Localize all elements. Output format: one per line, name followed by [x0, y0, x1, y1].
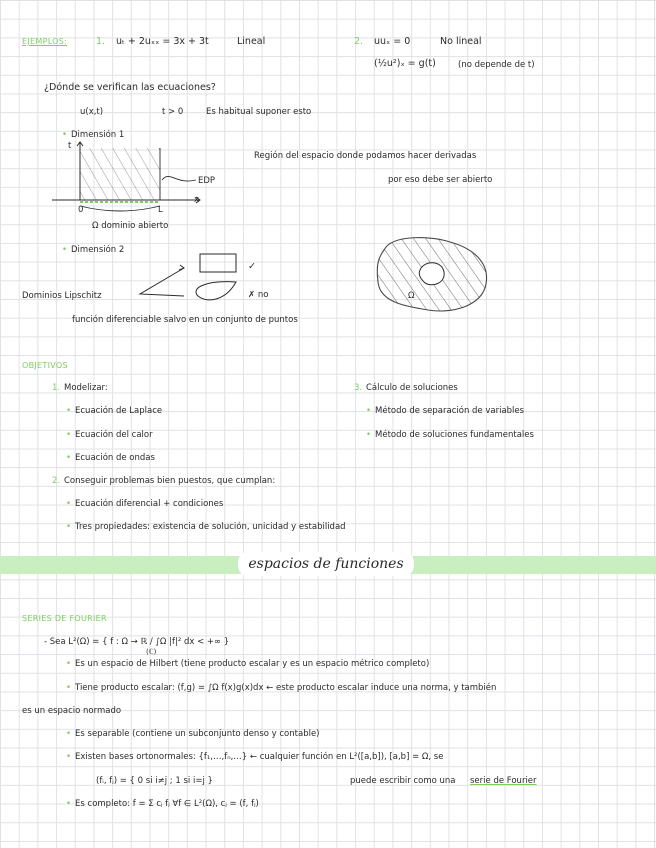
habitual-text: Es habitual suponer esto	[206, 107, 312, 117]
objetivo-3-sub-1: • Método de separación de variables	[366, 405, 524, 417]
objetivo-1-sub-1: • Ecuación de Laplace	[66, 405, 162, 417]
series-bullet-hilbert: • Es un espacio de Hilbert (tiene producto escalar y es un espacio métrico completo)	[66, 658, 429, 670]
series-bullet-bases: • Existen bases ortonormales: {f₁,…,fₙ,…} ← cualquier función en L²([a,b]), [a,b] = Ω, se	[66, 751, 443, 763]
edp-label: EDP	[198, 176, 216, 186]
dimension-1-label: • Dimensión 1	[62, 129, 124, 141]
objetivo-1-sub-3: • Ecuación de ondas	[66, 452, 155, 464]
objetivo-1-sub-2: • Ecuación del calor	[66, 429, 153, 441]
objetivo-3-label: Cálculo de soluciones	[366, 383, 458, 393]
axis-x-label: x	[194, 195, 200, 205]
objetivo-2-label: Conseguir problemas bien puestos, que cumplan:	[64, 476, 276, 486]
orthonormal-condition: (fᵢ, fⱼ) = { 0 si i≠j ; 1 si i=j }	[96, 776, 213, 786]
ejemplo-2-note: (no depende de t)	[458, 60, 535, 70]
sea-complex-note: (ℂ)	[146, 648, 157, 656]
ejemplo-2-equation: uuₓ = 0	[374, 36, 411, 47]
objetivo-2-sub-1: • Ecuación diferencial + condiciones	[66, 498, 223, 510]
lipschitz-diagram	[136, 252, 269, 312]
x-no-mark: ✗ no	[248, 290, 269, 300]
origin-label: 0	[78, 205, 84, 215]
objetivo-3-sub-2: • Método de soluciones fundamentales	[366, 429, 534, 441]
region-text: Región del espacio donde podamos hacer derivadas	[254, 151, 477, 161]
omega-open-label: Ω dominio abierto	[92, 221, 169, 231]
series-bullet-completo: • Es completo: f = Σ cⱼ fⱼ ∀f ∈ L²(Ω), cⱼ = (f, fⱼ)	[66, 798, 259, 810]
ejemplo-2-derivative: (½u²)ₓ = g(t)	[374, 58, 436, 69]
dimension-2-label: • Dimensión 2	[62, 244, 124, 256]
omega-blob-label: Ω	[408, 291, 415, 301]
series-bullet-producto: • Tiene producto escalar: (f,g) = ∫Ω f(x)g(x)dx ← este producto escalar induce una norma, y también	[66, 682, 496, 694]
series-bullet-separable: • Es separable (contiene un subconjunto denso y contable)	[66, 728, 320, 740]
ejemplo-1-type: Lineal	[237, 36, 266, 47]
objetivo-1-label: Modelizar:	[64, 383, 108, 393]
abierto-text: por eso debe ser abierto	[388, 175, 493, 185]
objetivo-2-sub-2: • Tres propiedades: existencia de solución, unicidad y estabilidad	[66, 521, 346, 533]
series-heading: SERIES DE FOURIER	[22, 614, 107, 623]
axis-t-label: t	[68, 141, 72, 151]
fourier-series-link: serie de Fourier	[470, 776, 537, 786]
bases-cont: puede escribir como una	[350, 776, 456, 786]
lipschitz-label: Dominios Lipschitz	[22, 291, 102, 301]
ejemplo-1-equation: uₜ + 2uₓₓ = 3x + 3t	[116, 36, 209, 47]
sea-definition: - Sea L²(Ω) = { f : Ω → ℝ / ∫Ω |f|² dx < +∞ }	[44, 637, 230, 647]
diferenciable-text: función diferenciable salvo en un conjunto de puntos	[72, 315, 298, 325]
u-xt-label: u(x,t)	[80, 107, 104, 117]
check-mark: ✓	[248, 261, 256, 272]
ejemplo-2-number: 2.	[354, 36, 364, 47]
objetivos-heading: OBJETIVOS	[22, 361, 68, 370]
omega-blob-diagram	[372, 232, 492, 316]
objetivo-1-number: 1.	[52, 383, 61, 393]
section-banner-title: espacios de funciones	[238, 552, 414, 576]
ejemplo-1-number: 1.	[96, 36, 106, 47]
donde-question: ¿Dónde se verifican las ecuaciones?	[44, 82, 216, 93]
ejemplo-2-type: No lineal	[440, 36, 482, 47]
ejemplos-heading: EJEMPLOS:	[22, 37, 68, 46]
objetivo-2-number: 2.	[52, 476, 61, 486]
series-bullet-producto-cont: es un espacio normado	[22, 706, 122, 716]
l-label: L	[158, 205, 163, 215]
objetivo-3-number: 3.	[354, 383, 363, 393]
t-condition: t > 0	[162, 107, 184, 117]
